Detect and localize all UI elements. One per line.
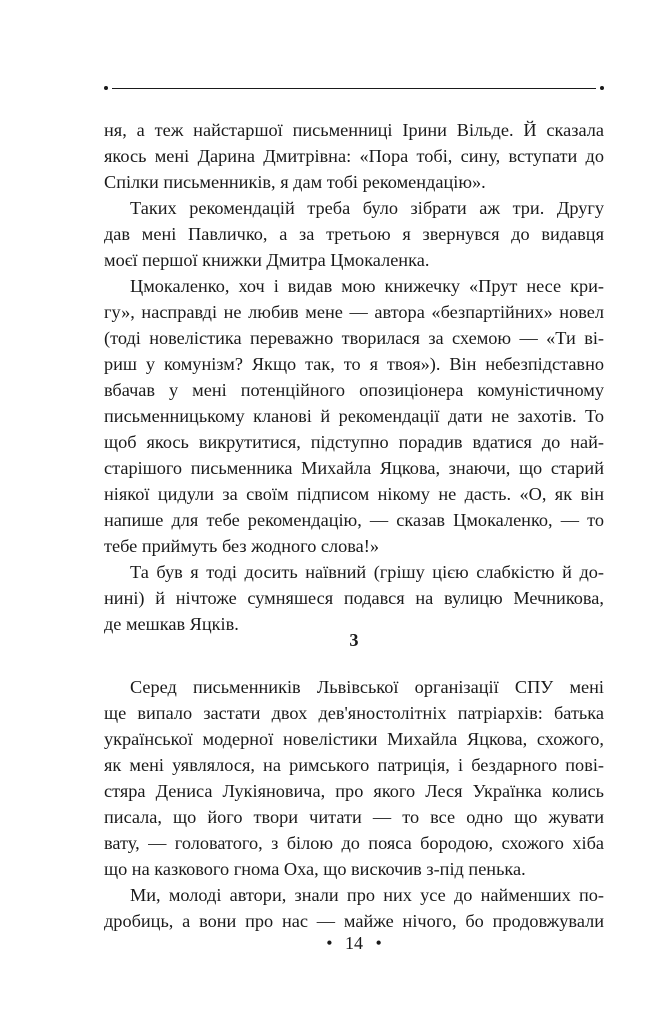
text-line: що на казкового гнома Оха, що вискочив з-під пенька.: [104, 859, 526, 879]
text-line: риш у комунізм? Якщо так, то я твоя»). Він небезпідставно: [104, 354, 604, 374]
text-line: письменницькому кланові й рекомендації дати не захотів. То: [104, 406, 604, 426]
text-line: вату, — головатого, з білою до пояса бородою, схожого хіба: [104, 833, 604, 853]
text-line: (тоді новелістика переважно творилася за схемою — «Ти ві-: [104, 328, 604, 348]
text-line: ня, а теж найстаршої письменниці Ірини Вільде. Й сказала: [104, 120, 604, 140]
text-line: Цмокаленко, хоч і видав мою книжечку «Прут несе кри-: [130, 276, 604, 296]
text-line: старішого письменника Михайла Яцкова, знаючи, що старий: [104, 458, 604, 478]
body-text-before-section: [104, 117, 604, 637]
text-line: дробиць, а вони про нас — майже нічого, бо продовжували: [104, 911, 604, 931]
text-line: якось мені Дарина Дмитрівна: «Пора тобі, сину, вступати до: [104, 146, 604, 166]
text-line: моєї першої книжки Дмитра Цмокаленка.: [104, 250, 430, 270]
text-line: вбачав у мені потенційного опозиціонера комуністичному: [104, 380, 604, 400]
text-line: української модерної новелістики Михайла Яцкова, схожого,: [104, 729, 604, 749]
header-rule: [104, 86, 604, 92]
text-line: ніякої цидули за своїм підписом нікому не дасть. «О, як він: [104, 484, 604, 504]
text-line: щоб якось викрутитися, підступно порадив вдатися до най-: [104, 432, 604, 452]
text-line: дав мені Павличко, а за третьою я звернувся до видавця: [104, 224, 604, 244]
text-line: Серед письменників Львівської організації СПУ мені: [130, 677, 604, 697]
text-line: тебе приймуть без жодного слова!»: [104, 536, 380, 556]
rule-dot-right: [600, 86, 604, 90]
text-line: як мені уявлялося, на римського патриція, і бездарного пові-: [104, 755, 604, 775]
page-footer: [104, 930, 604, 956]
text-line: Ми, молоді автори, знали про них усе до найменших по-: [130, 885, 604, 905]
text-line: писала, що його твори читати — то все одно що жувати: [104, 807, 604, 827]
footer-bullet-right: •: [375, 933, 382, 953]
text-line: Таких рекомендацій треба було зібрати аж три. Другу: [130, 198, 604, 218]
text-line: ще випало застати двох дев'яностолітніх патріархів: батька: [104, 703, 604, 723]
rule-line: [112, 88, 596, 89]
section-number: 3: [349, 630, 359, 650]
rule-dot-left: [104, 86, 108, 90]
text-line: нині) й нічтоже сумняшеся подався на вулицю Мечникова,: [104, 588, 604, 608]
text-line: гу», насправді не любив мене — автора «безпартійних» новел: [104, 302, 604, 322]
text-line: Спілки письменників, я дам тобі рекомендацію».: [104, 172, 486, 192]
footer-bullet-left: •: [326, 933, 333, 953]
text-line: напише для тебе рекомендацію, — сказав Цмокаленко, — то: [104, 510, 604, 530]
text-line: Та був я тоді досить наївний (грішу цією слабкістю й до-: [130, 562, 604, 582]
text-line: стяра Дениса Лукіяновича, про якого Леся Українка колись: [104, 781, 604, 801]
text-line: де мешкав Яцків.: [104, 614, 239, 634]
page-number: 14: [345, 933, 363, 953]
body-text-after-section: [104, 674, 604, 934]
